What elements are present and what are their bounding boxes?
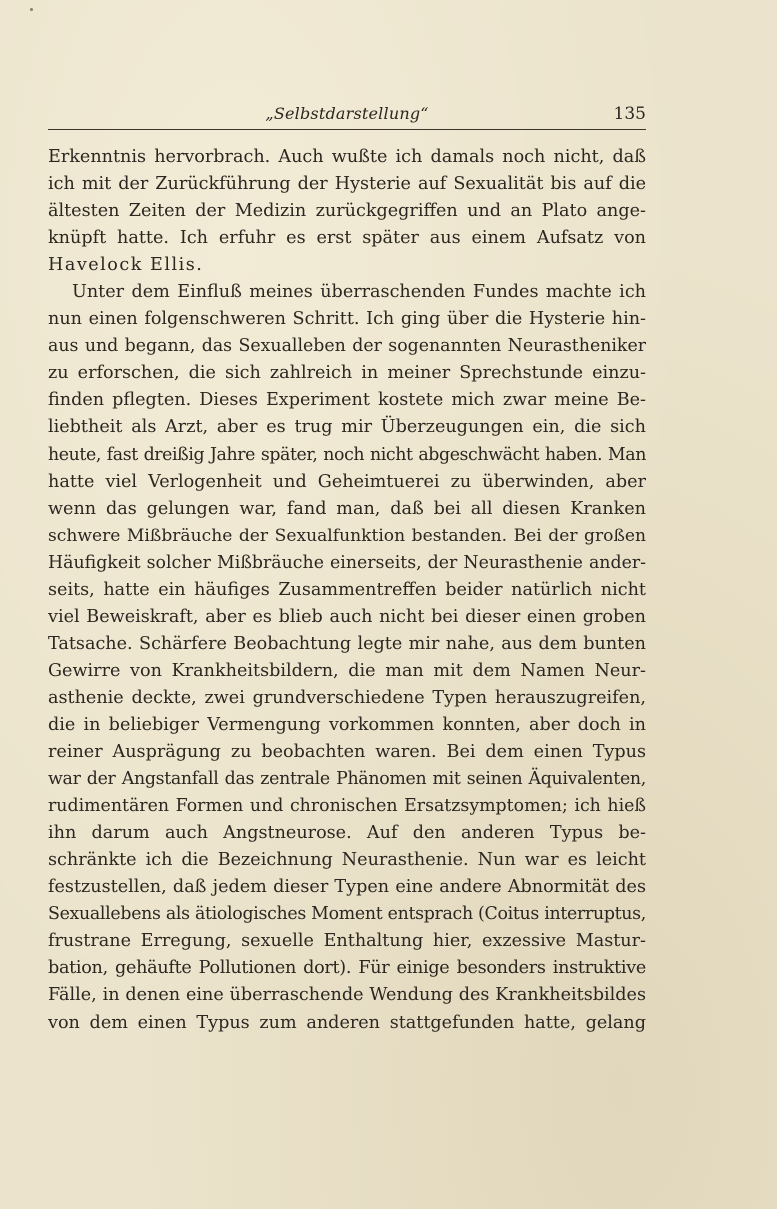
- text-line: zu erforschen, die sich zahlreich in meiner Sprechstunde einzu-: [48, 363, 646, 384]
- text-line: Häufigkeit solcher Mißbräuche einerseits, der Neurasthenie ander-: [48, 552, 646, 573]
- page-number: 135: [613, 104, 646, 124]
- text-line: Sexuallebens als ätiologisches Moment entsprach (Coitus interruptus,: [48, 904, 646, 925]
- text-line: Unter dem Einfluß meines überraschenden Fundes machte ich: [72, 282, 646, 303]
- text-line: von dem einen Typus zum anderen stattgefunden hatte, gelang: [48, 1012, 646, 1033]
- running-title: „Selbstdarstellung“: [265, 104, 429, 123]
- text-line: Erkenntnis hervorbrach. Auch wußte ich damals noch nicht, daß: [48, 147, 646, 167]
- text-line: finden pflegten. Dieses Experiment kostete mich zwar meine Be-: [48, 390, 646, 411]
- header-rule: [48, 129, 646, 130]
- text-line: ich mit der Zurückführung der Hysterie auf Sexualität bis auf die: [48, 174, 646, 195]
- text-line: schränkte ich die Bezeichnung Neurasthenie. Nun war es leicht: [48, 850, 646, 871]
- text-line: heute, fast dreißig Jahre später, noch nicht abgeschwächt haben. Man: [48, 444, 646, 465]
- text-line: frustrane Erregung, sexuelle Enthaltung hier, exzessive Mastur-: [48, 931, 646, 952]
- text-line: asthenie deckte, zwei grundverschiedene Typen herauszugreifen,: [48, 687, 646, 708]
- body-text: [48, 144, 646, 1037]
- text-line: bation, gehäufte Pollutionen dort). Für einige besonders instruktive: [48, 958, 646, 979]
- text-line: hatte viel Verlogenheit und Geheimtuerei zu überwinden, aber: [48, 471, 646, 492]
- text-line: reiner Ausprägung zu beobachten waren. Bei dem einen Typus: [48, 742, 646, 763]
- text-line: rudimentären Formen und chronischen Ersatzsymptomen; ich hieß: [48, 796, 646, 817]
- text-line: viel Beweiskraft, aber es blieb auch nicht bei dieser einen groben: [48, 606, 646, 627]
- text-line: Havelock Ellis.: [48, 255, 204, 276]
- text-line: die in beliebiger Vermengung vorkommen konnten, aber doch in: [48, 714, 646, 735]
- text-line: wenn das gelungen war, fand man, daß bei all diesen Kranken: [48, 498, 646, 519]
- paper-speck: [30, 8, 33, 11]
- text-line: Fälle, in denen eine überraschende Wendung des Krankheitsbildes: [48, 985, 646, 1006]
- text-line: ältesten Zeiten der Medizin zurückgegriffen und an Plato ange-: [48, 201, 646, 222]
- text-line: Tatsache. Schärfere Beobachtung legte mir nahe, aus dem bunten: [48, 633, 646, 654]
- text-line: festzustellen, daß jedem dieser Typen eine andere Abnormität des: [48, 877, 646, 898]
- page-header: [48, 104, 646, 128]
- text-line: liebtheit als Arzt, aber es trug mir Überzeugungen ein, die sich: [48, 417, 646, 438]
- text-line: Gewirre von Krankheitsbildern, die man mit dem Namen Neur-: [48, 660, 646, 681]
- text-line: knüpft hatte. Ich erfuhr es erst später aus einem Aufsatz von: [48, 228, 646, 249]
- text-line: schwere Mißbräuche der Sexualfunktion bestanden. Bei der großen: [48, 525, 646, 546]
- text-line: seits, hatte ein häufiges Zusammentreffen beider natürlich nicht: [48, 579, 646, 600]
- text-line: nun einen folgenschweren Schritt. Ich ging über die Hysterie hin-: [48, 309, 646, 330]
- text-line: war der Angstanfall das zentrale Phänomen mit seinen Äquivalenten,: [48, 769, 646, 790]
- text-line: aus und begann, das Sexualleben der sogenannten Neurastheniker: [48, 336, 646, 357]
- text-line: ihn darum auch Angstneurose. Auf den anderen Typus be-: [48, 823, 646, 844]
